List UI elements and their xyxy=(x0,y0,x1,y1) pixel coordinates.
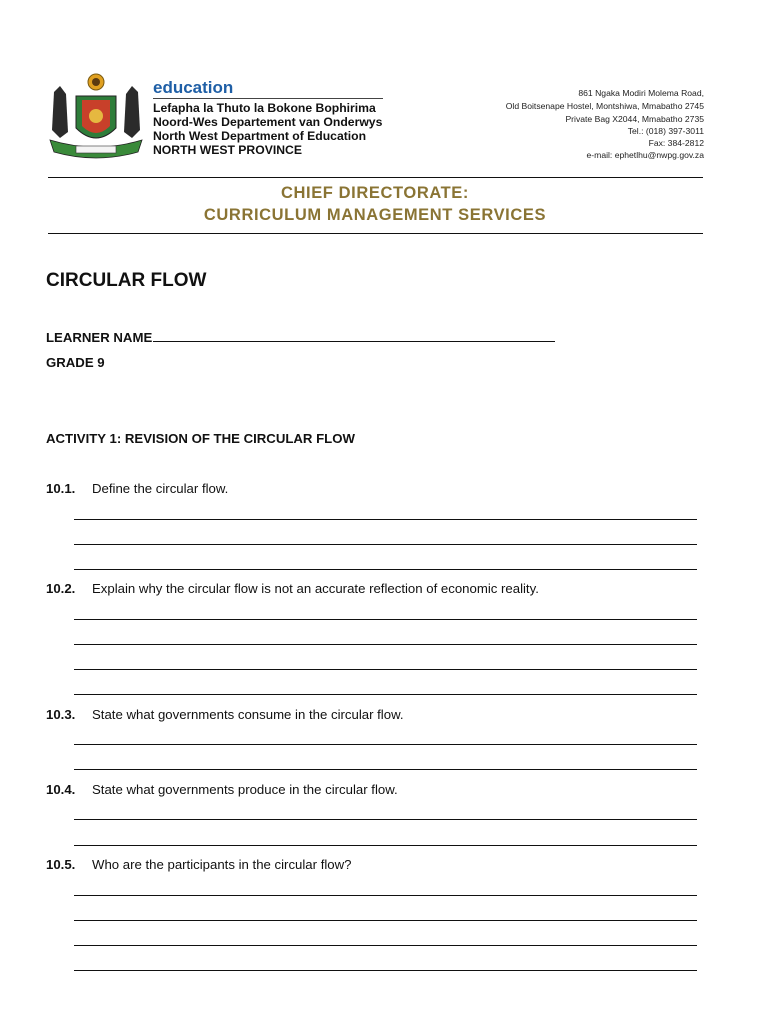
answer-line[interactable] xyxy=(74,945,697,946)
answer-line[interactable] xyxy=(74,569,697,570)
page-title: CIRCULAR FLOW xyxy=(46,270,207,291)
question-number: 10.4. xyxy=(46,782,76,797)
phone-line: Tel.: (018) 397-3011 xyxy=(627,126,704,136)
coat-of-arms-icon xyxy=(46,72,146,164)
question-text: Explain why the circular flow is not an accurate reflection of economic reality. xyxy=(92,581,539,596)
learner-name-blank[interactable] xyxy=(153,331,555,342)
header-rule-top xyxy=(48,177,703,178)
answer-line[interactable] xyxy=(74,819,697,820)
answer-line[interactable] xyxy=(74,769,697,770)
address-line: Old Boitsenape Hostel, Montshiwa, Mmabatho 2745 xyxy=(505,101,704,111)
answer-line[interactable] xyxy=(74,519,697,520)
question-text: Define the circular flow. xyxy=(92,481,229,496)
learner-name-field[interactable] xyxy=(46,330,555,345)
answer-line[interactable] xyxy=(74,694,697,695)
question-text: State what governments produce in the circular flow. xyxy=(92,782,398,797)
department-line-english: North West Department of Education xyxy=(153,129,367,143)
answer-line[interactable] xyxy=(74,895,697,896)
department-line-afrikaans: Noord-Wes Departement van Onderwys xyxy=(153,115,383,129)
answer-line[interactable] xyxy=(74,619,697,620)
department-name: education xyxy=(153,78,234,97)
answer-line[interactable] xyxy=(74,644,697,645)
department-line-province: NORTH WEST PROVINCE xyxy=(153,143,302,157)
answer-line[interactable] xyxy=(74,970,697,971)
grade-label: GRADE 9 xyxy=(46,355,105,370)
address-line: Private Bag X2044, Mmabatho 2735 xyxy=(565,114,704,124)
question-number: 10.2. xyxy=(46,581,76,596)
question-number: 10.1. xyxy=(46,481,76,496)
email-line: e-mail: ephetlhu@nwpg.gov.za xyxy=(586,150,704,160)
question-text: State what governments consume in the circular flow. xyxy=(92,707,404,722)
answer-line[interactable] xyxy=(74,845,697,846)
answer-line[interactable] xyxy=(74,544,697,545)
answer-line[interactable] xyxy=(74,669,697,670)
question-number: 10.3. xyxy=(46,707,76,722)
activity-heading: ACTIVITY 1: REVISION OF THE CIRCULAR FLOW xyxy=(46,431,355,446)
department-line-setswana: Lefapha la Thuto la Bokone Bophirima xyxy=(153,101,376,115)
directorate-title: CHIEF DIRECTORATE: xyxy=(280,184,470,202)
divider xyxy=(153,98,383,99)
header-rule-bottom xyxy=(48,233,703,234)
address-line: 861 Ngaka Modiri Molema Road, xyxy=(578,88,704,98)
learner-name-label: LEARNER NAME xyxy=(46,330,153,345)
directorate-subtitle: CURRICULUM MANAGEMENT SERVICES xyxy=(203,206,547,224)
fax-line: Fax: 384-2812 xyxy=(648,138,704,148)
answer-line[interactable] xyxy=(74,920,697,921)
question-number: 10.5. xyxy=(46,857,76,872)
question-text: Who are the participants in the circular flow? xyxy=(92,857,352,872)
answer-line[interactable] xyxy=(74,744,697,745)
